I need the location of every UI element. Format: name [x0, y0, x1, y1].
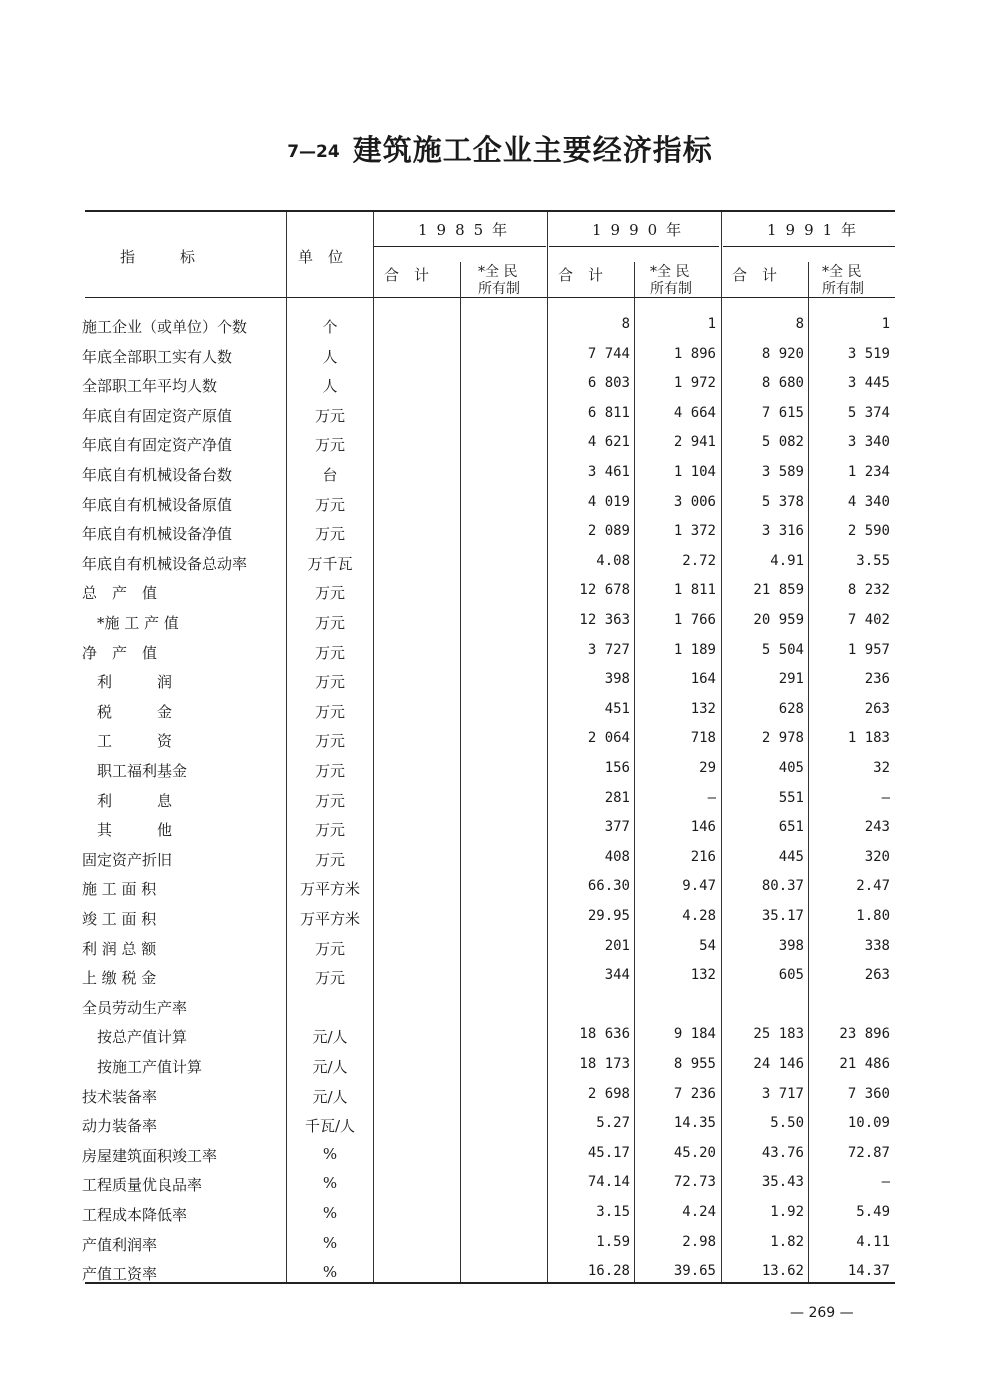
row-unit: 万元	[314, 614, 345, 632]
cell-value: 4.28	[682, 908, 716, 924]
row-unit: 千瓦/人	[304, 1117, 356, 1136]
cell-value: 2 698	[587, 1085, 630, 1102]
cell-value: 132	[690, 700, 716, 717]
cell-value: 5 082	[761, 434, 804, 451]
row-unit: 万元	[314, 850, 345, 869]
row-label: 利 润	[82, 673, 173, 692]
table-title: 建筑施工企业主要经济指标	[352, 133, 713, 167]
cell-value: 3 717	[761, 1085, 804, 1102]
cell-value: 4 340	[847, 493, 890, 510]
cell-value: 3.15	[596, 1204, 630, 1220]
cell-value: 3 445	[847, 375, 890, 392]
row-unit: %	[322, 1174, 338, 1193]
cell-value: 74.14	[587, 1174, 630, 1191]
cell-value: 338	[864, 937, 890, 954]
header-state-line2: 所有制	[822, 281, 864, 297]
cell-value: 24 146	[753, 1056, 804, 1072]
cell-value: 405	[778, 760, 804, 776]
cell-value: 35.17	[761, 908, 804, 924]
header-state-line2: 所有制	[650, 281, 692, 297]
year-rule-1985	[374, 246, 546, 247]
cell-value: 398	[604, 671, 630, 688]
row-unit: 万元	[314, 525, 345, 544]
cell-value: 2.47	[856, 878, 890, 895]
header-state-line1: *全 民	[822, 264, 862, 280]
row-label: 工 资	[82, 732, 173, 751]
cell-value: 3.55	[856, 552, 890, 569]
row-unit: %	[322, 1204, 338, 1222]
row-label: 年底自有机械设备总动率	[82, 554, 248, 573]
row-unit: 万平方米	[299, 910, 360, 928]
row-label: 按施工产值计算	[82, 1058, 203, 1076]
row-label: 技术装备率	[82, 1087, 158, 1106]
row-label: 上 缴 税 金	[82, 969, 157, 988]
cell-value: 3 006	[673, 493, 716, 510]
table-row	[0, 878, 1000, 907]
cell-value: 320	[864, 848, 890, 865]
table-row	[0, 612, 1000, 641]
cell-value: 2 089	[587, 523, 630, 540]
cell-value: 718	[690, 730, 716, 747]
cell-value: 3 340	[847, 434, 890, 451]
cell-value: 2 978	[761, 730, 804, 747]
header-indicator: 指 标	[120, 248, 196, 266]
header-state-line1: *全 民	[650, 264, 690, 280]
table-row	[0, 316, 1000, 345]
cell-value: 7 615	[761, 404, 804, 421]
cell-value: 408	[604, 848, 630, 865]
cell-value: 13.62	[761, 1263, 804, 1280]
table-row	[0, 494, 1000, 523]
cell-value: 1 957	[847, 641, 890, 658]
header-state-1990	[650, 264, 692, 298]
row-label: 产值利润率	[82, 1235, 158, 1254]
cell-value: 8 920	[761, 345, 804, 362]
cell-value: 12 363	[579, 612, 630, 628]
table-row	[0, 849, 1000, 878]
row-unit: %	[322, 1263, 338, 1282]
row-label: 全部职工年平均人数	[82, 377, 218, 396]
row-unit: 人	[322, 377, 338, 396]
cell-value: 1 189	[673, 641, 716, 658]
cell-value: 16.28	[587, 1263, 630, 1280]
row-label: 产值工资率	[82, 1265, 158, 1284]
cell-value: 1	[881, 316, 890, 332]
cell-value: 9 184	[673, 1026, 716, 1043]
row-unit: 万元	[314, 702, 345, 721]
cell-value: 216	[690, 848, 716, 865]
cell-value: 243	[864, 819, 890, 836]
cell-value: 281	[604, 789, 630, 806]
table-row	[0, 1145, 1000, 1174]
cell-value: 7 402	[847, 612, 890, 628]
cell-value: 605	[778, 967, 804, 984]
cell-value: 377	[604, 819, 630, 836]
header-year-1990: 1990年	[592, 221, 691, 239]
cell-value: 2.72	[682, 552, 716, 569]
row-label: 工程质量优良品率	[82, 1176, 203, 1195]
cell-value: 8 955	[673, 1056, 716, 1072]
row-unit: 万元	[314, 969, 345, 988]
cell-value: 651	[778, 819, 804, 836]
header-year-1991: 1991年	[767, 221, 866, 239]
row-unit: 万平方米	[299, 880, 360, 899]
cell-value: 12 678	[579, 582, 630, 599]
cell-value: 5.27	[596, 1115, 630, 1132]
table-row	[0, 997, 1000, 1026]
year-rule-1991	[723, 246, 895, 247]
cell-value: 164	[690, 671, 716, 688]
cell-value: 8 232	[847, 582, 890, 599]
header-state-line2: 所有制	[478, 281, 520, 297]
cell-value: 3 461	[587, 464, 630, 480]
table-row	[0, 1204, 1000, 1233]
table-row	[0, 760, 1000, 789]
table-row	[0, 1086, 1000, 1115]
cell-value: 132	[690, 967, 716, 984]
cell-value: 291	[778, 671, 804, 688]
cell-value: 1.80	[856, 908, 890, 924]
cell-value: 66.30	[587, 878, 630, 895]
cell-value: 6 803	[587, 375, 630, 392]
table-row	[0, 464, 1000, 493]
cell-value: 5.49	[856, 1204, 890, 1220]
row-unit: 万元	[314, 732, 345, 751]
row-unit: 台	[322, 466, 338, 484]
cell-value: 45.20	[673, 1144, 716, 1161]
table-row	[0, 1026, 1000, 1055]
row-label: 其 他	[82, 821, 173, 840]
cell-value: 5.50	[770, 1115, 804, 1132]
cell-value: 39.65	[673, 1263, 716, 1280]
cell-value: 4.91	[770, 552, 804, 569]
table-row	[0, 1174, 1000, 1203]
cell-value: 7 360	[847, 1085, 890, 1102]
cell-value: 3 316	[761, 523, 804, 540]
header-unit: 单 位	[298, 248, 344, 266]
cell-value: 45.17	[587, 1144, 630, 1161]
cell-value: 10.09	[847, 1115, 890, 1132]
cell-value: 4.24	[682, 1204, 716, 1220]
cell-value: 5 378	[761, 493, 804, 510]
cell-value: 156	[604, 760, 630, 776]
cell-value: 4.08	[596, 552, 630, 569]
table-top-rule	[85, 210, 895, 212]
row-label: 年底自有固定资产净值	[82, 436, 233, 455]
cell-value: 54	[699, 937, 716, 954]
cell-value: 14.37	[847, 1263, 890, 1280]
row-unit: 万元	[314, 939, 345, 958]
row-label: 年底自有机械设备净值	[82, 525, 233, 544]
cell-value: 201	[604, 937, 630, 954]
table-row	[0, 642, 1000, 671]
table-row	[0, 701, 1000, 730]
cell-value: 2 590	[847, 523, 890, 540]
row-unit: 个	[322, 318, 338, 336]
table-row	[0, 671, 1000, 700]
row-unit: %	[322, 1233, 338, 1252]
cell-value: 18 173	[579, 1056, 630, 1072]
row-unit: 万元	[314, 406, 345, 425]
cell-value: 1	[707, 316, 716, 332]
cell-value: 551	[778, 789, 804, 806]
cell-value: 25 183	[753, 1026, 804, 1043]
row-label: 按总产值计算	[82, 1028, 188, 1047]
row-unit: 元/人	[312, 1087, 348, 1106]
table-row	[0, 967, 1000, 996]
cell-value: 32	[873, 760, 890, 776]
cell-value: 445	[778, 848, 804, 865]
cell-value: 4 019	[587, 493, 630, 510]
cell-value: 6 811	[587, 404, 630, 421]
cell-value: 4 621	[587, 434, 630, 451]
row-label: 税 金	[82, 702, 173, 721]
cell-value: 5 504	[761, 641, 804, 658]
row-unit: 万元	[314, 584, 345, 603]
row-label: 总 产 值	[82, 584, 158, 603]
row-unit: 万千瓦	[307, 554, 353, 573]
cell-value: 8	[621, 316, 630, 332]
cell-value: 43.76	[761, 1144, 804, 1161]
cell-value: —	[881, 789, 890, 806]
cell-value: 1.59	[596, 1233, 630, 1250]
cell-value: 20 959	[753, 612, 804, 628]
row-label: 施 工 面 积	[82, 880, 157, 899]
cell-value: 5 374	[847, 404, 890, 421]
cell-value: 1.92	[770, 1204, 804, 1220]
table-row	[0, 375, 1000, 404]
cell-value: 1 234	[847, 464, 890, 480]
header-year-1985: 1985年	[418, 221, 517, 239]
header-total-1985: 合 计	[384, 266, 430, 284]
row-unit: 万元	[314, 495, 345, 514]
cell-value: 29	[699, 760, 716, 776]
row-unit: 万元	[314, 821, 345, 840]
header-state-line1: *全 民	[478, 264, 518, 280]
cell-value: 9.47	[682, 878, 716, 895]
row-unit: %	[322, 1144, 338, 1163]
year-rule-1990	[549, 246, 719, 247]
cell-value: 4 664	[673, 404, 716, 421]
cell-value: 263	[864, 700, 890, 717]
cell-value: 23 896	[839, 1026, 890, 1043]
cell-value: 7 744	[587, 345, 630, 362]
table-row	[0, 582, 1000, 611]
cell-value: 35.43	[761, 1174, 804, 1191]
cell-value: 1 766	[673, 612, 716, 628]
row-label: *施 工 产 值	[82, 614, 179, 632]
row-unit: 万元	[314, 762, 345, 780]
row-unit: 人	[322, 347, 338, 366]
cell-value: 344	[604, 967, 630, 984]
row-unit: 万元	[314, 643, 345, 662]
table-row	[0, 1056, 1000, 1085]
cell-value: 21 859	[753, 582, 804, 599]
cell-value: 3 519	[847, 345, 890, 362]
cell-value: 3 589	[761, 464, 804, 480]
cell-value: 72.73	[673, 1174, 716, 1191]
table-row	[0, 730, 1000, 759]
cell-value: 398	[778, 937, 804, 954]
table-row	[0, 1263, 1000, 1292]
page-title	[0, 128, 1000, 169]
table-number: 7—24	[287, 142, 340, 162]
cell-value: 628	[778, 700, 804, 717]
cell-value: 1.82	[770, 1233, 804, 1250]
table-row	[0, 819, 1000, 848]
row-label: 工程成本降低率	[82, 1206, 188, 1224]
cell-value: 146	[690, 819, 716, 836]
cell-value: 21 486	[839, 1056, 890, 1072]
cell-value: 8	[795, 316, 804, 332]
table-row	[0, 553, 1000, 582]
row-label: 全员劳动生产率	[82, 998, 188, 1017]
cell-value: 7 236	[673, 1085, 716, 1102]
cell-value: 1 372	[673, 523, 716, 540]
row-unit: 万元	[314, 436, 345, 455]
table-row	[0, 1115, 1000, 1144]
row-label: 年底全部职工实有人数	[82, 347, 233, 366]
header-total-1990: 合 计	[558, 266, 604, 284]
cell-value: —	[881, 1174, 890, 1191]
row-unit: 元/人	[312, 1028, 348, 1047]
cell-value: 18 636	[579, 1026, 630, 1043]
row-label: 房屋建筑面积竣工率	[82, 1146, 218, 1165]
cell-value: 3 727	[587, 641, 630, 658]
table-row	[0, 790, 1000, 819]
table-row	[0, 908, 1000, 937]
cell-value: 1 104	[673, 464, 716, 480]
row-label: 利 息	[82, 791, 173, 810]
row-unit: 万元	[314, 673, 345, 692]
table-row	[0, 405, 1000, 434]
row-label: 净 产 值	[82, 643, 158, 662]
row-label: 施工企业（或单位）个数	[82, 318, 248, 336]
page-number: — 269 —	[790, 1305, 854, 1321]
row-label: 年底自有固定资产原值	[82, 406, 233, 425]
cell-value: 4.11	[856, 1233, 890, 1250]
cell-value: 263	[864, 967, 890, 984]
table-row	[0, 434, 1000, 463]
row-label: 竣 工 面 积	[82, 910, 157, 928]
cell-value: 236	[864, 671, 890, 688]
cell-value: 1 183	[847, 730, 890, 747]
row-label: 职工福利基金	[82, 762, 188, 780]
row-unit: 万元	[314, 791, 345, 810]
cell-value: 8 680	[761, 375, 804, 392]
header-state-1991	[822, 264, 864, 298]
cell-value: 2.98	[682, 1233, 716, 1250]
cell-value: —	[707, 789, 716, 806]
cell-value: 2 941	[673, 434, 716, 451]
cell-value: 1 896	[673, 345, 716, 362]
header-state-1985	[478, 264, 520, 298]
cell-value: 2 064	[587, 730, 630, 747]
row-label: 年底自有机械设备原值	[82, 495, 233, 514]
table-row	[0, 346, 1000, 375]
table-row	[0, 523, 1000, 552]
row-label: 固定资产折旧	[82, 850, 173, 869]
cell-value: 1 972	[673, 375, 716, 392]
cell-value: 451	[604, 700, 630, 717]
cell-value: 1 811	[673, 582, 716, 599]
row-label: 利 润 总 额	[82, 939, 157, 958]
cell-value: 29.95	[587, 908, 630, 924]
row-label: 动力装备率	[82, 1117, 158, 1136]
header-total-1991: 合 计	[732, 266, 778, 284]
row-label: 年底自有机械设备台数	[82, 466, 233, 484]
cell-value: 72.87	[847, 1144, 890, 1161]
cell-value: 80.37	[761, 878, 804, 895]
table-row	[0, 1234, 1000, 1263]
cell-value: 14.35	[673, 1115, 716, 1132]
row-unit: 元/人	[312, 1058, 348, 1076]
table-row	[0, 938, 1000, 967]
